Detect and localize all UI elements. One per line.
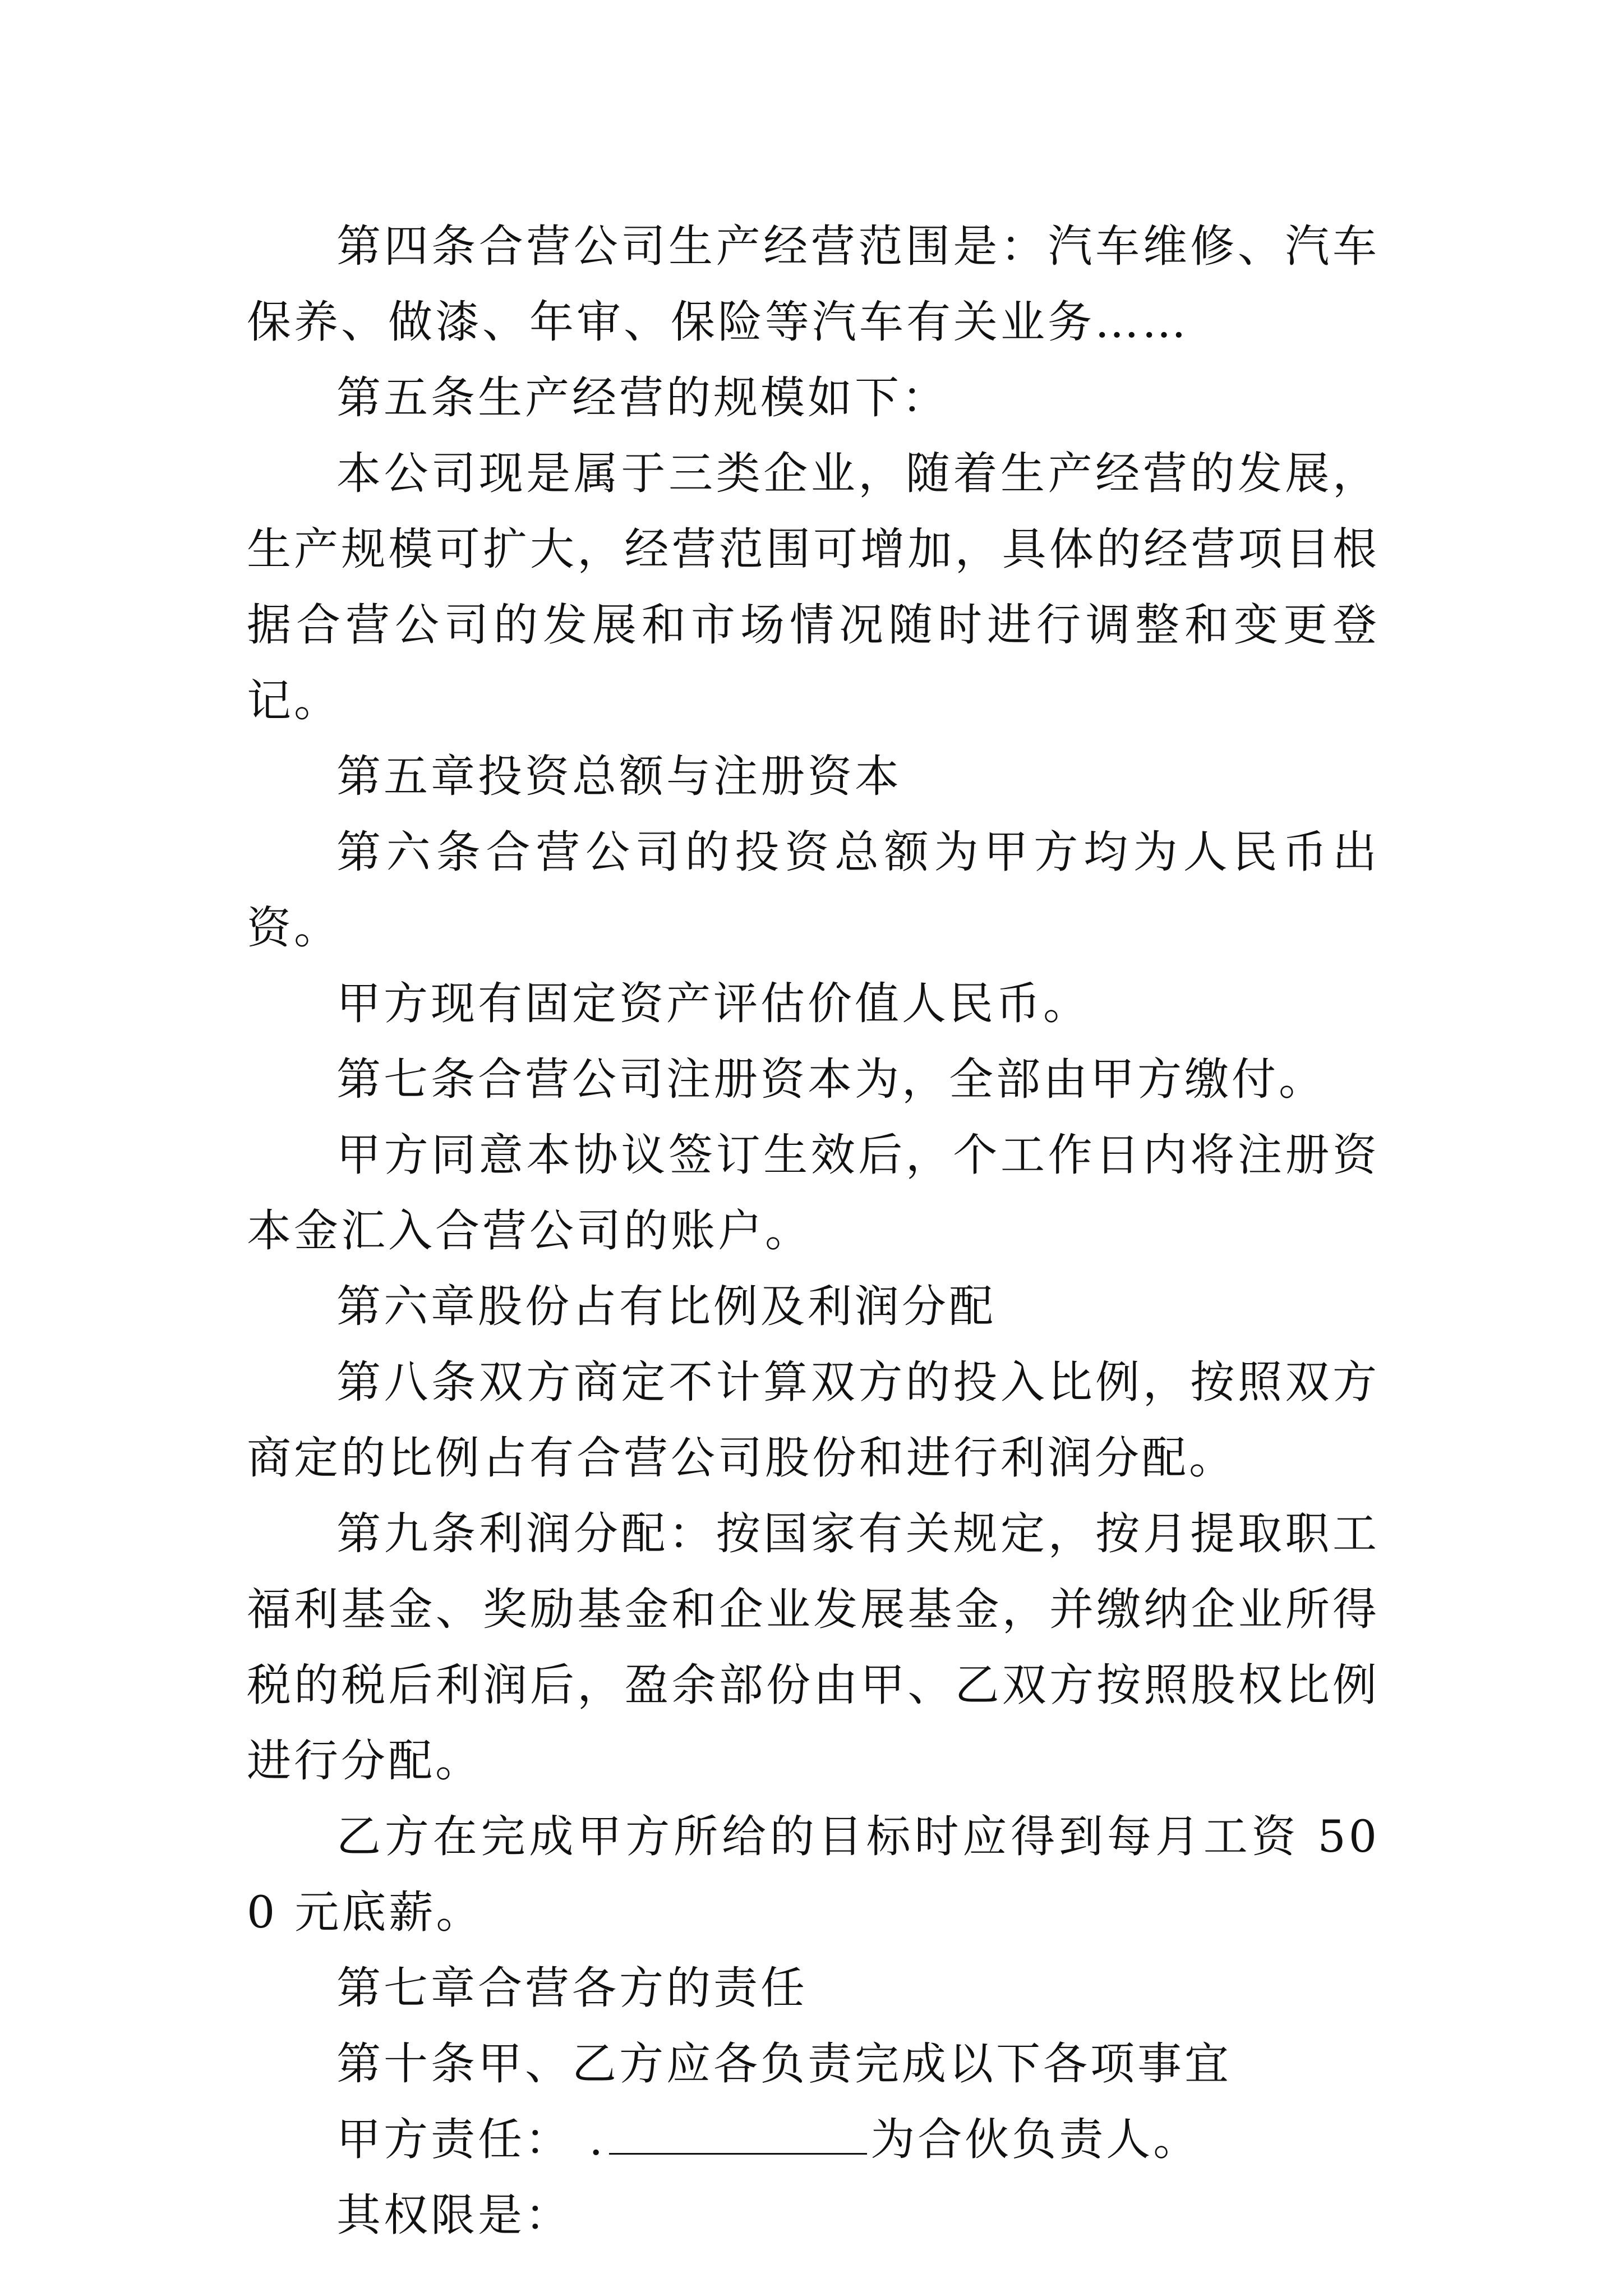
paragraph-authority: 其权限是： <box>336 2189 572 2241</box>
paragraph-article-4: 第四条合营公司生产经营范围是：汽车维修、汽车保养、做漆、年审、保险等汽车有关业务…… <box>247 220 1380 348</box>
responsibility-suffix: 为合伙负责人。 <box>870 2114 1201 2165</box>
document-body <box>247 209 1380 2253</box>
paragraph-scale: 本公司现是属于三类企业，随着生产经营的发展，生产规模可扩大，经营范围可增加，具体的经营项目根据合营公司的发展和市场情况随时进行调整和变更登记。 <box>247 448 1380 726</box>
paragraph-capital-transfer: 甲方同意本协议签订生效后，个工作日内将注册资本金汇入合营公司的账户。 <box>247 1129 1380 1257</box>
fill-in-blank <box>609 2114 867 2155</box>
responsibility-prefix: 甲方责任： . <box>336 2114 606 2165</box>
chapter-6-heading: 第六章股份占有比例及利润分配 <box>336 1281 996 1332</box>
paragraph-party-a-responsibility <box>247 2102 1380 2178</box>
paragraph-article-5: 第五条生产经营的规模如下： <box>336 372 949 424</box>
paragraph-article-8: 第八条双方商定不计算双方的投入比例，按照双方商定的比例占有合营公司股份和进行利润分配。 <box>247 1356 1380 1484</box>
paragraph-article-6: 第六条合营公司的投资总额为甲方均为人民币出资。 <box>247 826 1380 954</box>
paragraph-fixed-assets: 甲方现有固定资产评估价值人民币。 <box>336 978 1090 1029</box>
paragraph-article-7: 第七条合营公司注册资本为，全部由甲方缴付。 <box>336 1053 1326 1105</box>
chapter-5-heading: 第五章投资总额与注册资本 <box>336 751 902 802</box>
paragraph-article-10: 第十条甲、乙方应各负责完成以下各项事宜 <box>336 2038 1232 2090</box>
chapter-7-heading: 第七章合营各方的责任 <box>336 1962 808 2014</box>
paragraph-article-9: 第九条利润分配：按国家有关规定，按月提取职工福利基金、奖励基金和企业发展基金，并缴纳企业所得税的税后利润后，盈余部份由甲、乙双方按照股权比例进行分配。 <box>247 1508 1380 1787</box>
paragraph-salary: 乙方在完成甲方所给的目标时应得到每月工资 500 元底薪。 <box>247 1811 1380 1938</box>
